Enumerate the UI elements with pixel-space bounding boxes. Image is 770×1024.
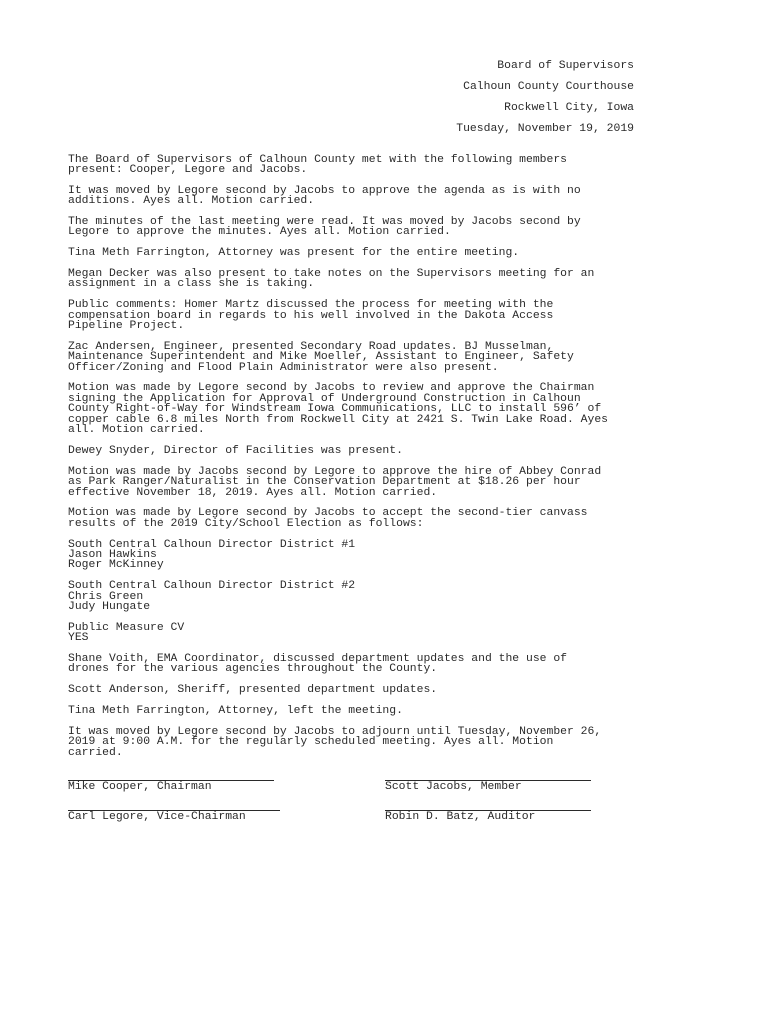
paragraph-attorney-left: Tina Meth Farrington, Attorney, left the meeting. (68, 704, 403, 717)
courthouse-name: Calhoun County Courthouse (463, 81, 634, 94)
signature-vice-chairman (68, 810, 280, 822)
paragraph-members-present: The Board of Supervisors of Calhoun County met with the following members present: Cooper, Legore and Jacobs. (68, 153, 567, 177)
signature-chairman (68, 780, 274, 792)
paragraph-underground-construction: Motion was made by Legore second by Jacobs to review and approve the Chairman signing the Application for Approval of Underground Construction in Calhoun County Right-of-Way for Windstream Iowa Communications, LLC to install 596’ of copper cable 6.8 miles North from Rockwell City at 2421 S. Twin Lake Road. Ayes all. Motion carried. (68, 382, 609, 437)
paragraph-minutes-approval: The minutes of the last meeting were read. It was moved by Jacobs second by Legore to approve the minutes. Ayes all. Motion carried. (68, 216, 581, 239)
signature-name: Scott Jacobs, Member (385, 780, 522, 793)
paragraph-district-2: South Central Calhoun Director District #2 Chris Green Judy Hungate (68, 580, 356, 613)
minutes-body (68, 155, 634, 758)
signature-name: Carl Legore, Vice-Chairman (68, 810, 246, 823)
paragraph-agenda-approval: It was moved by Legore second by Jacobs to approve the agenda as is with no additions. Ayes all. Motion carried. (68, 184, 581, 208)
document-header (68, 51, 634, 145)
signature-member (385, 780, 591, 792)
paragraph-adjourn: It was moved by Legore second by Jacobs to adjourn until Tuesday, November 26, 2019 at 9:00 A.M. for the regularly scheduled meeting. Ayes all. Motion carried. (68, 725, 602, 759)
paragraph-sheriff-updates: Scott Anderson, Sheriff, presented department updates. (68, 684, 438, 697)
meeting-date: Tuesday, November 19, 2019 (456, 122, 634, 135)
document-page (68, 51, 634, 840)
paragraph-secondary-road: Zac Andersen, Engineer, presented Secondary Road updates. BJ Musselman, Maintenance Superintendent and Mike Moeller, Assistant to Engineer, Safety Officer/Zoning and Flood Plain Administrator were also present. (68, 340, 574, 374)
paragraph-district-1: South Central Calhoun Director District #1 Jason Hawkins Roger McKinney (68, 538, 356, 572)
signature-name: Mike Cooper, Chairman (68, 780, 212, 793)
signature-auditor (385, 810, 591, 822)
signature-name: Robin D. Batz, Auditor (385, 810, 536, 823)
paragraph-ema-updates: Shane Voith, EMA Coordinator, discussed department updates and the use of drones for the various agencies throughout the County. (68, 652, 567, 676)
paragraph-canvass: Motion was made by Legore second by Jacobs to accept the second-tier canvass results of the 2019 City/School Election as follows: (68, 507, 588, 530)
signature-block (68, 780, 634, 840)
location: Rockwell City, Iowa (504, 102, 634, 115)
paragraph-visitor-notes: Megan Decker was also present to take notes on the Supervisors meeting for an assignment in a class she is taking. (68, 268, 595, 291)
paragraph-facilities: Dewey Snyder, Director of Facilities was present. (68, 444, 403, 457)
board-name: Board of Supervisors (497, 60, 634, 73)
signature-row (68, 780, 634, 810)
signature-row (68, 810, 634, 840)
paragraph-public-comments: Public comments: Homer Martz discussed the process for meeting with the compensation board in regards to his well involved in the Dakota Access Pipeline Project. (68, 299, 554, 333)
paragraph-public-measure: Public Measure CV YES (68, 621, 185, 645)
paragraph-park-ranger-hire: Motion was made by Jacobs second by Legore to approve the hire of Abbey Conrad as Park Ranger/Naturalist in the Conservation Department at $18.26 per hour effective November 18, 2019. Ayes all. Motion carried. (68, 465, 602, 499)
paragraph-attorney-present: Tina Meth Farrington, Attorney was present for the entire meeting. (68, 247, 520, 260)
